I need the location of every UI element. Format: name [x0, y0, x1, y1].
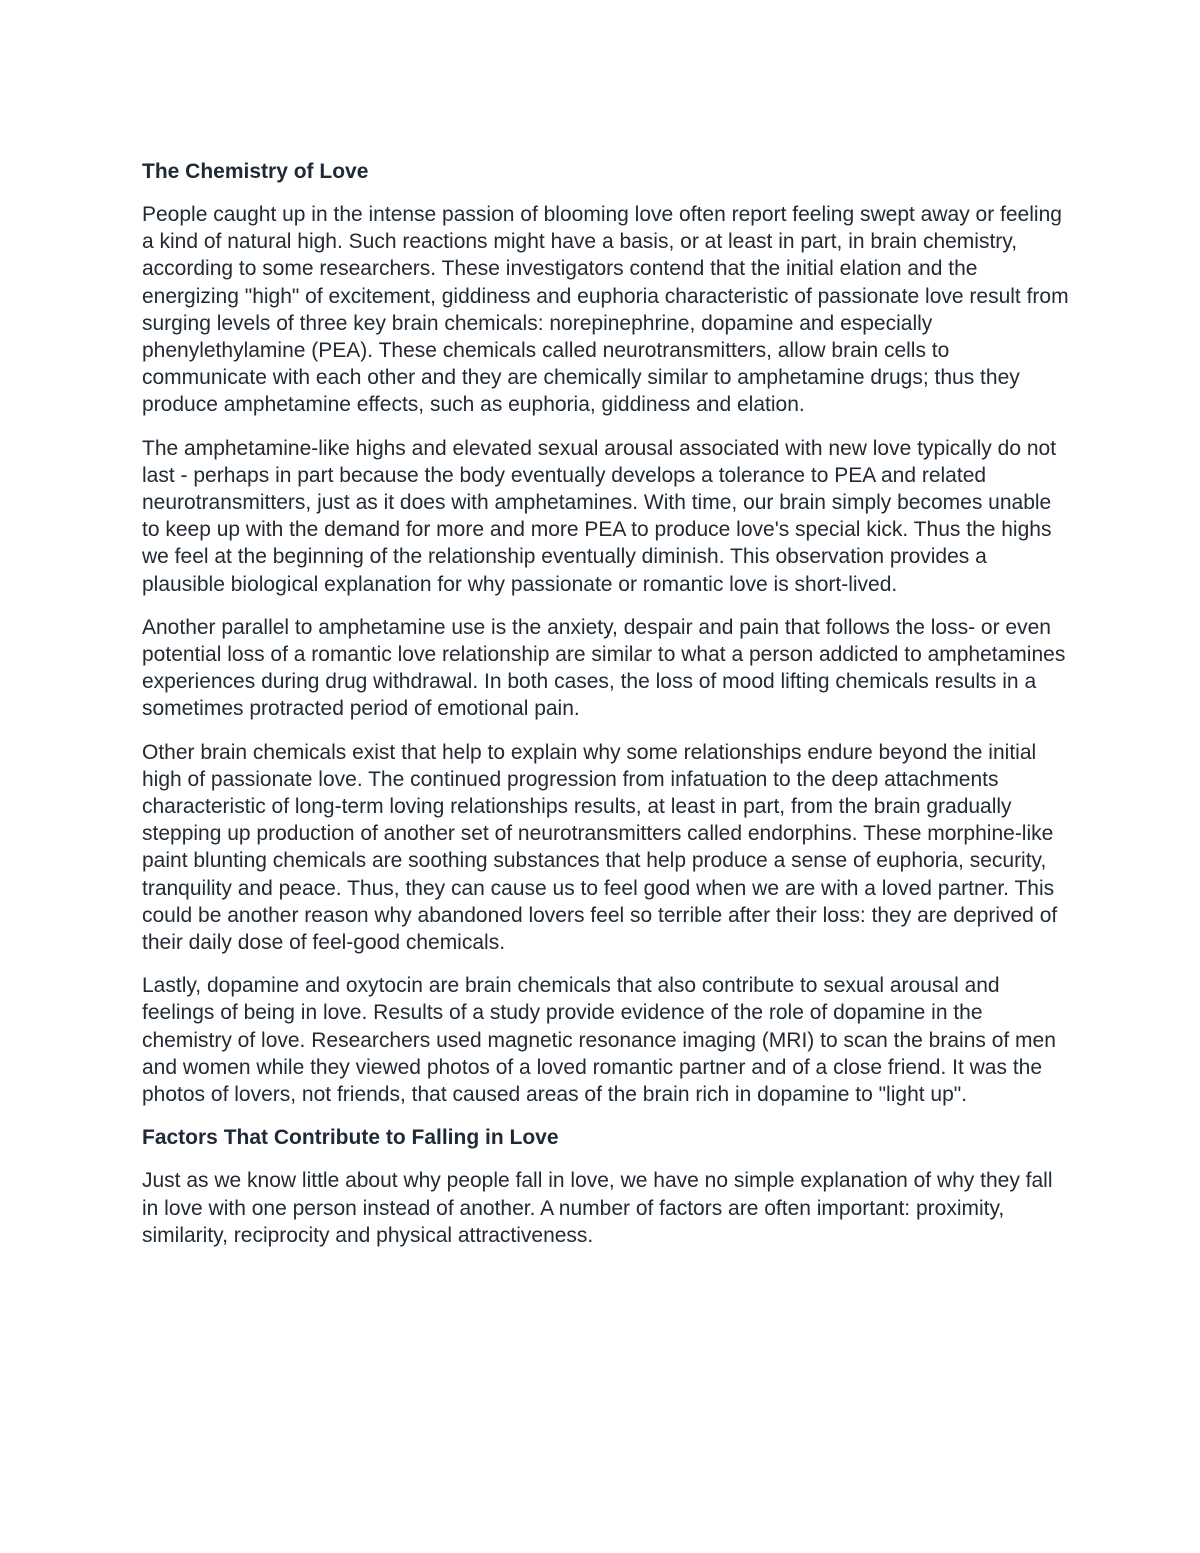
paragraph-dopamine-oxytocin: Lastly, dopamine and oxytocin are brain chemicals that also contribute to sexual arousal and feelings of being in love. Results of a study provide evidence of the role of dopamine in the chemistry of love. Researchers used magnetic resonance imaging (MRI) to scan the brains of men and women while they viewed photos of a loved romantic partner and of a close friend. It was the photos of lovers, not friends, that caused areas of the brain rich in dopamine to "light up".: [142, 974, 1056, 1107]
paragraph-endorphins: Other brain chemicals exist that help to explain why some relationships endure beyond the initial high of passionate love. The continued progression from infatuation to the deep attachments characteristic of long-term loving relationships results, at least in part, from the brain gradually stepping up production of another set of neurotransmitters called endorphins. These morphine-like paint blunting chemicals are soothing substances that help produce a sense of euphoria, security, tranquility and peace. Thus, they can cause us to feel good when we are with a loved partner. This could be another reason why abandoned lovers feel so terrible after their loss: they are deprived of their daily dose of feel-good chemicals.: [142, 740, 1058, 955]
paragraph-natural-high: People caught up in the intense passion of blooming love often report feeling swept away or feeling a kind of natural high. Such reactions might have a basis, or at least in part, in brain chemistry, according to some researchers. These investigators contend that the initial elation and the energizing "high" of excitement, giddiness and euphoria characteristic of passionate love result from surging levels of three key brain chemicals: norepinephrine, dopamine and especially phenylethylamine (PEA). These chemicals called neurotransmitters, allow brain cells to communicate with each other and they are chemically similar to amphetamine drugs; thus they produce amphetamine effects, such as euphoria, giddiness and elation.: [142, 203, 1069, 417]
paragraph-factors: Just as we know little about why people fall in love, we have no simple explanation of why they fall in love with one person instead of another. A number of factors are often important: proximity, similarity, reciprocity and physical attractiveness.: [142, 1169, 1053, 1247]
section-heading-chemistry-of-love: The Chemistry of Love: [142, 160, 369, 183]
section-heading-factors-falling-in-love: Factors That Contribute to Falling in Love: [142, 1126, 559, 1150]
document-page: [142, 158, 1072, 1265]
paragraph-amphetamine-highs: The amphetamine-like highs and elevated sexual arousal associated with new love typically do not last - perhaps in part because the body eventually develops a tolerance to PEA and related neurotransmitters, just as it does with amphetamines. With time, our brain simply becomes unable to keep up with the demand for more and more PEA to produce love's special kick. Thus the highs we feel at the beginning of the relationship eventually diminish. This observation provides a plausible biological explanation for why passionate or romantic love is short-lived.: [142, 436, 1057, 596]
paragraph-withdrawal-parallel: Another parallel to amphetamine use is the anxiety, despair and pain that follows the loss- or even potential loss of a romantic love relationship are similar to what a person addicted to amphetamines experiences during drug withdrawal. In both cases, the loss of mood lifting chemicals results in a sometimes protracted period of emotional pain.: [142, 615, 1066, 721]
